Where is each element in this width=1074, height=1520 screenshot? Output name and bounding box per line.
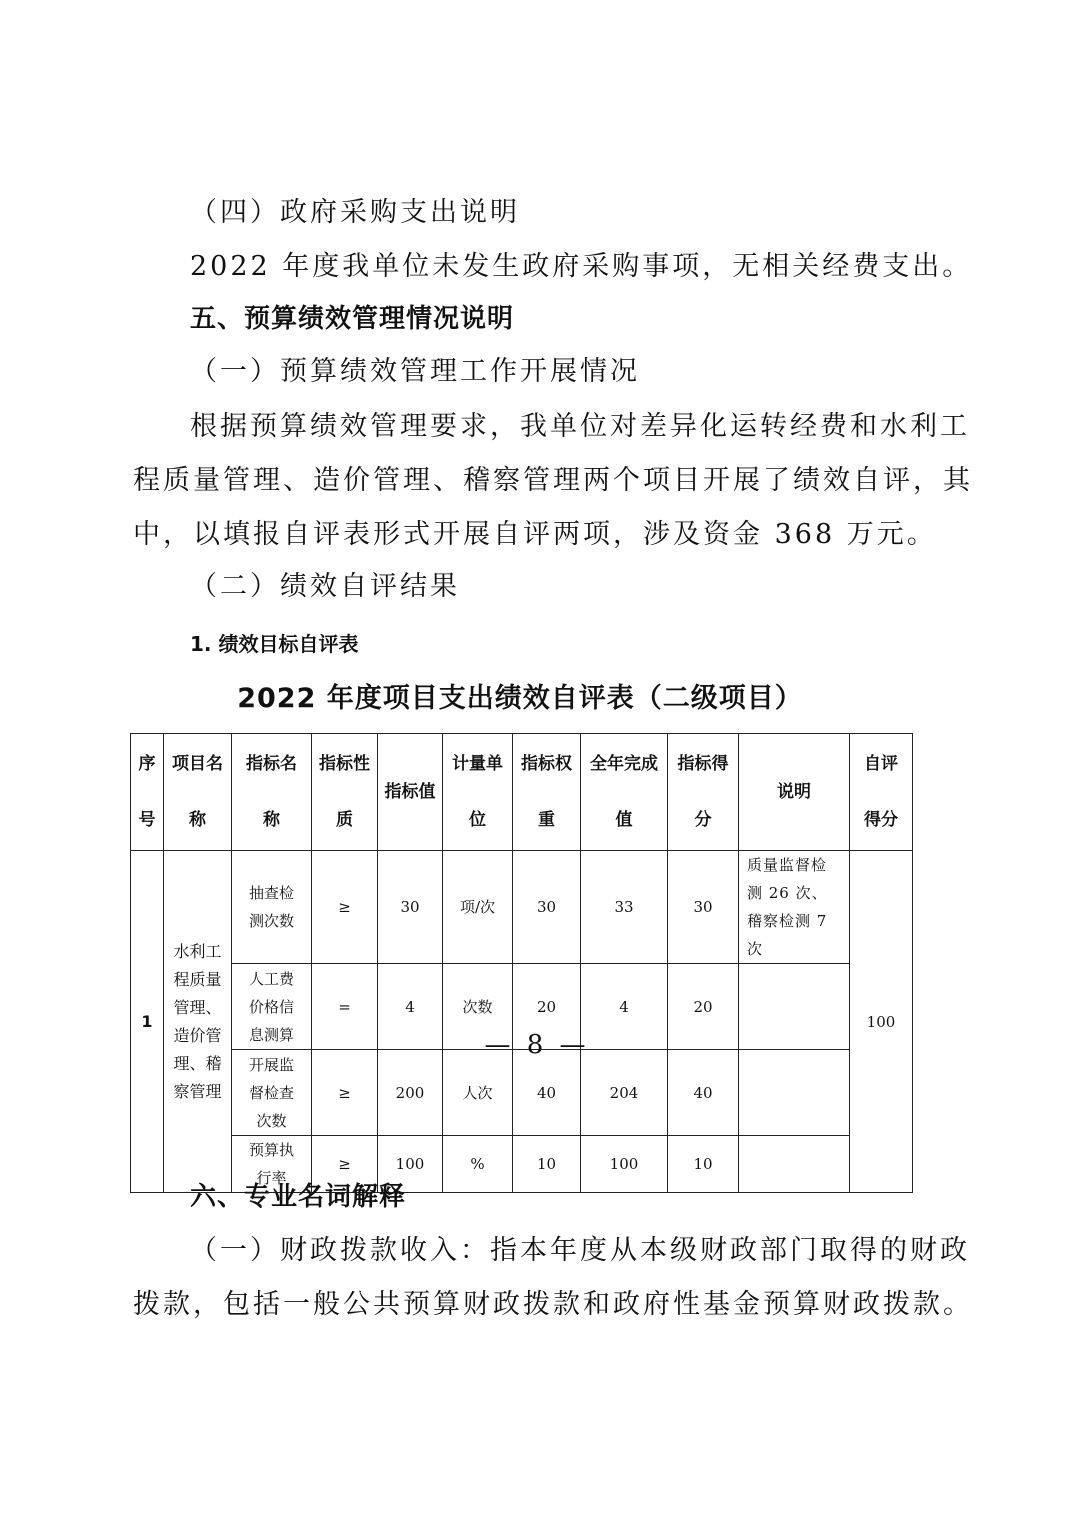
indicator-nature: ≥	[312, 1050, 378, 1136]
indicator-score: 10	[668, 1136, 739, 1193]
indicator-weight: 40	[513, 1050, 581, 1136]
indicator-name: 人工费价格信息测算	[232, 964, 312, 1050]
header-indicator-value: 指标值	[378, 734, 443, 851]
header-weight: 指标权重	[513, 734, 581, 851]
header-note: 说明	[739, 734, 850, 851]
section-4-body: 2022 年度我单位未发生政府采购事项，无相关经费支出。	[190, 251, 973, 282]
project-name: 水利工程质量管理、造价管理、稽察管理	[164, 851, 232, 1193]
indicator-actual: 33	[581, 851, 668, 964]
section-6-1-line-1: （一）财政拨款收入：指本年度从本级财政部门取得的财政	[190, 1235, 970, 1266]
section-5-1-heading: （一）预算绩效管理工作开展情况	[190, 356, 640, 387]
header-self-score: 自评得分	[850, 734, 913, 851]
table-row	[131, 1050, 913, 1136]
section-5-1-line-1: 根据预算绩效管理要求，我单位对差异化运转经费和水利工	[190, 411, 970, 442]
indicator-note: 质量监督检测 26 次、稽察检测 7 次	[739, 851, 850, 964]
indicator-value: 30	[378, 851, 443, 964]
indicator-value: 200	[378, 1050, 443, 1136]
indicator-name: 预算执行率	[232, 1136, 312, 1193]
section-4-heading: （四）政府采购支出说明	[190, 197, 520, 228]
header-unit: 计量单位	[443, 734, 513, 851]
indicator-unit: 人次	[443, 1050, 513, 1136]
table-header-row	[131, 734, 913, 851]
indicator-unit: 次数	[443, 964, 513, 1050]
indicator-nature: ≥	[312, 851, 378, 964]
indicator-nature: ≥	[312, 1136, 378, 1193]
row-seq: 1	[131, 851, 164, 1193]
section-5-2-heading: （二）绩效自评结果	[190, 571, 460, 602]
indicator-value: 4	[378, 964, 443, 1050]
indicator-weight: 30	[513, 851, 581, 964]
self-eval-subheading: 1. 绩效目标自评表	[190, 632, 359, 656]
indicator-score: 30	[668, 851, 739, 964]
table-row	[131, 851, 913, 964]
indicator-nature: =	[312, 964, 378, 1050]
indicator-score: 20	[668, 964, 739, 1050]
indicator-note	[739, 1136, 850, 1193]
indicator-name: 开展监督检查次数	[232, 1050, 312, 1136]
indicator-actual: 100	[581, 1136, 668, 1193]
indicator-actual: 204	[581, 1050, 668, 1136]
indicator-unit: 项/次	[443, 851, 513, 964]
section-5-1-line-2: 程质量管理、造价管理、稽察管理两个项目开展了绩效自评，其	[133, 465, 973, 496]
indicator-actual: 4	[581, 964, 668, 1050]
indicator-weight: 20	[513, 964, 581, 1050]
table-title: 2022 年度项目支出绩效自评表（二级项目）	[237, 683, 803, 714]
header-seq: 序号	[131, 734, 164, 851]
section-5-heading: 五、预算绩效管理情况说明	[190, 304, 515, 334]
indicator-note	[739, 1050, 850, 1136]
indicator-weight: 10	[513, 1136, 581, 1193]
header-indicator-name: 指标名称	[232, 734, 312, 851]
header-annual-actual: 全年完成值	[581, 734, 668, 851]
header-indicator-score: 指标得分	[668, 734, 739, 851]
indicator-name: 抽查检测次数	[232, 851, 312, 964]
self-score: 100	[850, 851, 913, 1193]
section-5-1-line-3: 中，以填报自评表形式开展自评两项，涉及资金 368 万元。	[133, 519, 937, 550]
header-project-name: 项目名称	[164, 734, 232, 851]
indicator-value: 100	[378, 1136, 443, 1193]
indicator-unit: %	[443, 1136, 513, 1193]
indicator-score: 40	[668, 1050, 739, 1136]
header-indicator-nature: 指标性质	[312, 734, 378, 851]
performance-table	[130, 733, 913, 1193]
page-number: — 8 —	[484, 1030, 590, 1060]
section-6-1-line-2: 拨款，包括一般公共预算财政拨款和政府性基金预算财政拨款。	[133, 1289, 973, 1320]
section-6-heading: 六、专业名词解释	[190, 1182, 407, 1212]
